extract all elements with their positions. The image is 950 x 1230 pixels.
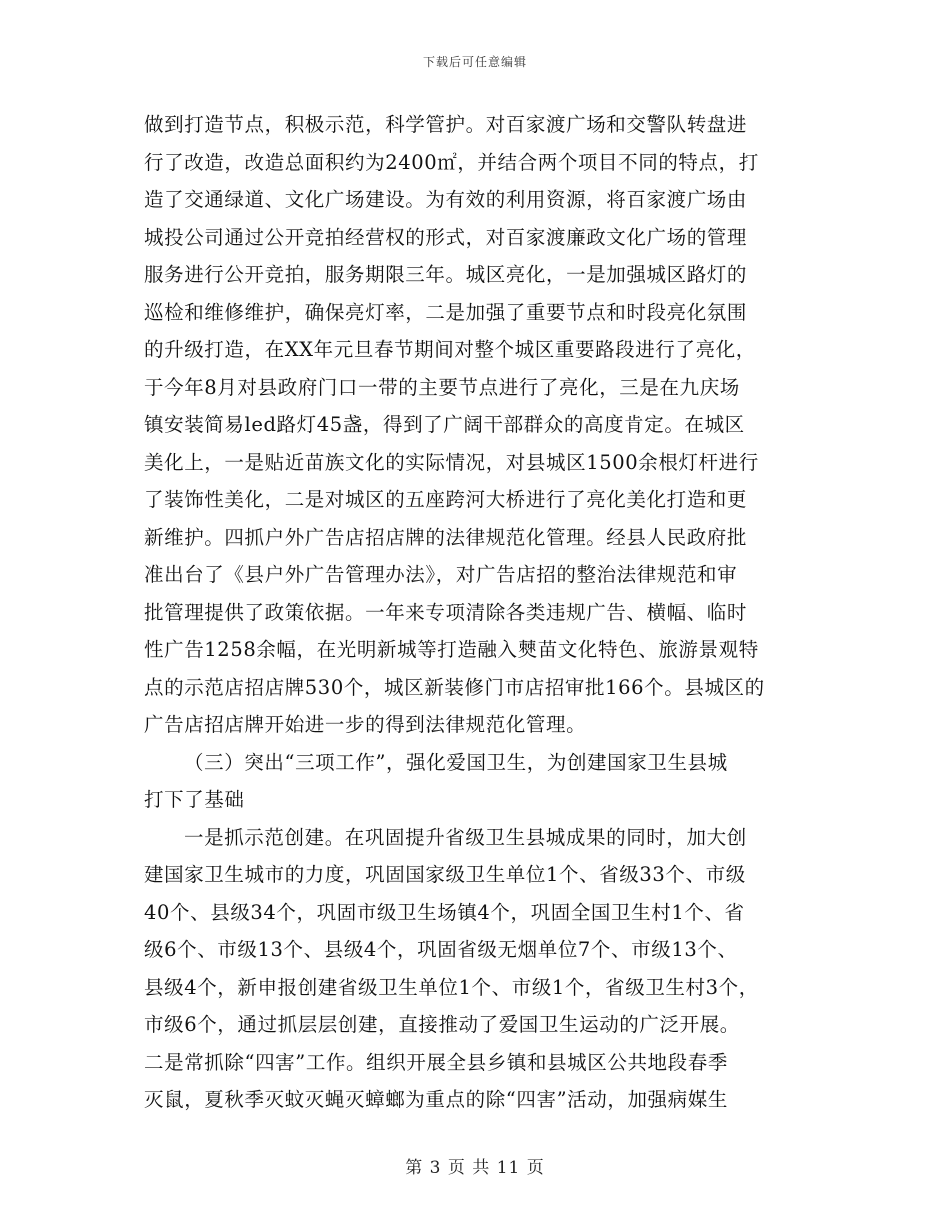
text-line: 新维护。四抓户外广告店招店牌的法律规范化管理。经县人民政府批 <box>144 525 748 549</box>
text-line: 准出台了《县户外广告管理办法》，对广告店招的整治法律规范和审 <box>144 563 738 586</box>
text-line: 服务进行公开竞拍，服务期限三年。城区亮化，一是加强城区路灯的 <box>144 263 748 286</box>
text-line: 造了交通绿道、文化广场建设。为有效的利用资源，将百家渡广场由 <box>144 188 748 211</box>
text-line: 行了改造，改造总面积约为2400㎡，并结合两个项目不同的特点，打 <box>144 150 759 174</box>
text-line: 镇安装简易led路灯45盏，得到了广阔干部群众的高度肯定。在城区 <box>144 413 745 436</box>
text-line: 了装饰性美化，二是对城区的五座跨河大桥进行了亮化美化打造和更 <box>144 488 748 511</box>
text-line: 市级6个，通过抓层层创建，直接推动了爱国卫生运动的广泛开展。 <box>144 1013 740 1036</box>
document-body <box>144 106 809 1119</box>
text-line: 级6个、市级13个、县级4个，巩固省级无烟单位7个、市级13个、 <box>144 938 738 961</box>
text-line: 性广告1258余幅，在光明新城等打造融入僰苗文化特色、旅游景观特 <box>144 638 759 661</box>
text-line: 城投公司通过公开竞拍经营权的形式，对百家渡廉政文化广场的管理 <box>144 225 748 249</box>
text-line: 批管理提供了政策依据。一年来专项清除各类违规广告、横幅、临时 <box>144 600 748 624</box>
text-line: 灭鼠，夏秋季灭蚊灭蝇灭蟑螂为重点的除“四害”活动，加强病媒生 <box>144 1088 728 1111</box>
text-line: 40个、县级34个，巩固市级卫生场镇4个，巩固全国卫生村1个、省 <box>144 900 745 924</box>
text-line: 建国家卫生城市的力度，巩固国家级卫生单位1个、省级33个、市级 <box>144 863 746 886</box>
page-header: 下载后可任意编辑 <box>422 55 527 69</box>
page-number-footer: 第 3 页 共 11 页 <box>405 1158 545 1178</box>
text-line: 县级4个，新申报创建省级卫生单位1个、市级1个，省级卫生村3个， <box>144 975 759 999</box>
text-line: 广告店招店牌开始进一步的得到法律规范化管理。 <box>144 713 587 736</box>
section-heading: （三）突出“三项工作”，强化爱国卫生，为创建国家卫生县城 <box>184 750 728 774</box>
text-line: 做到打造节点，积极示范，科学管护。对百家渡广场和交警队转盘进 <box>144 113 748 136</box>
text-line: 二是常抓除“四害”工作。组织开展全县乡镇和县城区公共地段春季 <box>144 1050 728 1074</box>
text-line: 一是抓示范创建。在巩固提升省级卫生县城成果的同时，加大创 <box>184 825 747 849</box>
section-heading-continued: 打下了基础 <box>144 788 245 811</box>
text-line: 于今年8月对县政府门口一带的主要节点进行了亮化，三是在九庆场 <box>144 375 740 399</box>
text-line: 巡检和维修维护，确保亮灯率，二是加强了重要节点和时段亮化氛围 <box>144 300 748 324</box>
text-line: 美化上，一是贴近苗族文化的实际情况，对县城区1500余根灯杆进行 <box>144 450 759 474</box>
text-line: 点的示范店招店牌530个，城区新装修门市店招审批166个。县城区的 <box>144 675 765 699</box>
text-line: 的升级打造，在XX年元旦春节期间对整个城区重要路段进行了亮化， <box>144 338 756 361</box>
